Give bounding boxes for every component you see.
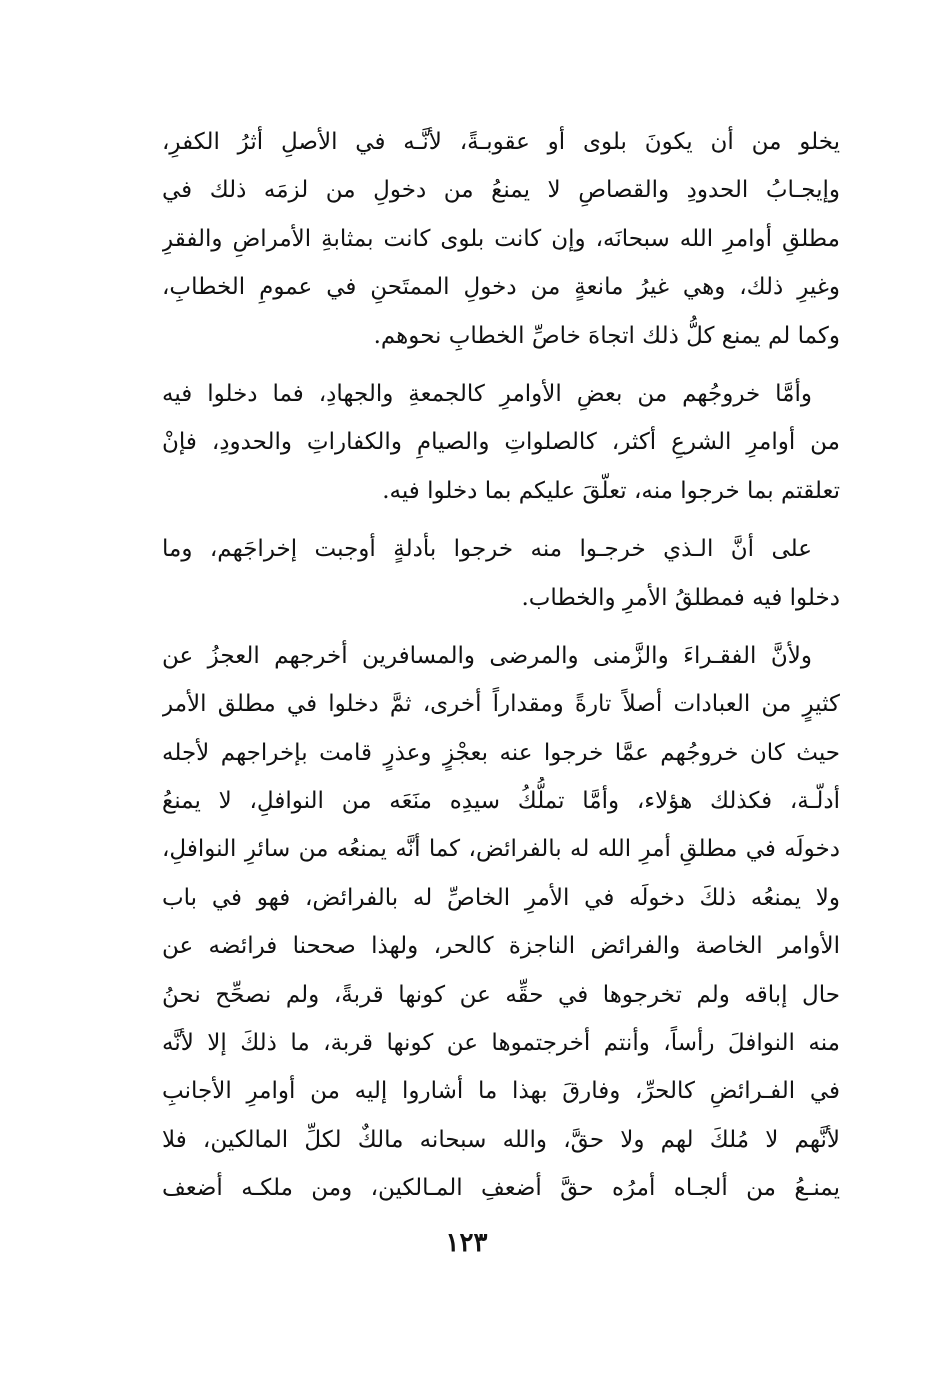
paragraph-4 <box>162 632 840 1213</box>
paragraph-2 <box>162 370 840 515</box>
text-line: منه النوافلَ رأساً، وأنتم أخرجتموها عن كونها قربة، ما ذلكَ إلا لأنَّه <box>162 1030 840 1057</box>
text-line: يخلو من أن يكونَ بلوى أو عقوبـةً، لأنَّـه في الأصلِ أثرُ الكفرِ، <box>162 129 840 155</box>
text-line: أدلّـة، فكذلك هؤلاء، وأمَّا تملُّكُ سيدِه منَعَه من النوافلِ، لا يمنعُ <box>162 788 840 815</box>
paragraph-gap <box>162 622 840 632</box>
text-line: دخولَه في مطلقِ أمرِ الله له بالفرائض، كما أنَّه يمنعُه من سائرِ النوافلِ، <box>162 836 840 863</box>
body-text <box>162 118 840 1213</box>
text-line: حيث كان خروجُهم عمَّا خرجوا عنه بعجْزٍ وعذرٍ قامت بإخراجهم لأجله <box>162 739 840 766</box>
text-line: ولأنَّ الفقـراءَ والزَّمنى والمرضى والمسافرين أخرجهم العجزُ عن <box>162 642 812 669</box>
paragraph-1 <box>162 118 840 360</box>
text-line: دخلوا فيه فمطلقُ الأمرِ والخطاب. <box>521 584 840 611</box>
page-number: ١٢٣ <box>445 1228 488 1258</box>
paragraph-gap <box>162 515 840 525</box>
text-line: يمنـعُ من ألجـاه أمرُه حقَّ أضعفِ المـالكين، ومن ملكـه أضعف <box>162 1175 840 1202</box>
text-line: وأمَّا خروجُهم من بعضِ الأوامرِ كالجمعةِ والجهادِ، فما دخلوا فيه <box>162 380 812 407</box>
text-line: الأوامر الخاصة والفرائض الناجزة كالحر، ولهذا صححنا فرائضه عن <box>162 933 840 960</box>
text-line: وكما لم يمنع كلُّ ذلك اتجاهَ خاصِّ الخطابِ نحوهم. <box>373 322 840 349</box>
text-line: حال إباقه ولم تخرجوها في حقِّه عن كونها قربةً، ولم نصحِّح نحنُ <box>162 981 840 1008</box>
text-line: ولا يمنعُه ذلكَ دخولَه في الأمرِ الخاصِّ له بالفرائض، فهو في باب <box>162 884 840 911</box>
text-line: لأنَّهم لا مُلكَ لهم ولا حقَّ، والله سبحانه مالكٌ لكلِّ المالكين، فلا <box>162 1126 840 1153</box>
text-line: وإيجـابُ الحدودِ والقصاصِ لا يمنعُ من دخولِ من لزمَه ذلك في <box>162 177 840 204</box>
text-line: كثيرٍ من العبادات أصلاً تارةً ومقداراً أخرى، ثمَّ دخلوا في مطلق الأمر <box>162 691 840 718</box>
paragraph-3 <box>162 525 840 622</box>
text-line: وغيرِ ذلك، وهي غيرُ مانعةٍ من دخولِ الممتَحنِ في عمومِ الخطابِ، <box>162 274 840 301</box>
text-line: تعلقتم بما خرجوا منه، تعلّقَ عليكم بما دخلوا فيه. <box>382 477 840 504</box>
text-line: من أوامرِ الشرعِ أكثر، كالصلواتِ والصيامِ والكفاراتِ والحدودِ، فإنْ <box>162 429 840 456</box>
paragraph-gap <box>162 360 840 370</box>
text-line: مطلقِ أوامرِ الله سبحانَه، وإن كانت بلوى كانت بمثابةِ الأمراضِ والفقرِ <box>162 225 840 252</box>
text-line: في الفـرائضِ كالحرِّ، وفارقَ بهذا ما أشاروا إليه من أوامرِ الأجانبِ <box>162 1078 840 1105</box>
text-line: على أنَّ الـذي خرجـوا منه خرجوا بأدلةٍ أوجبت إخراجَهم، وما <box>162 536 812 563</box>
